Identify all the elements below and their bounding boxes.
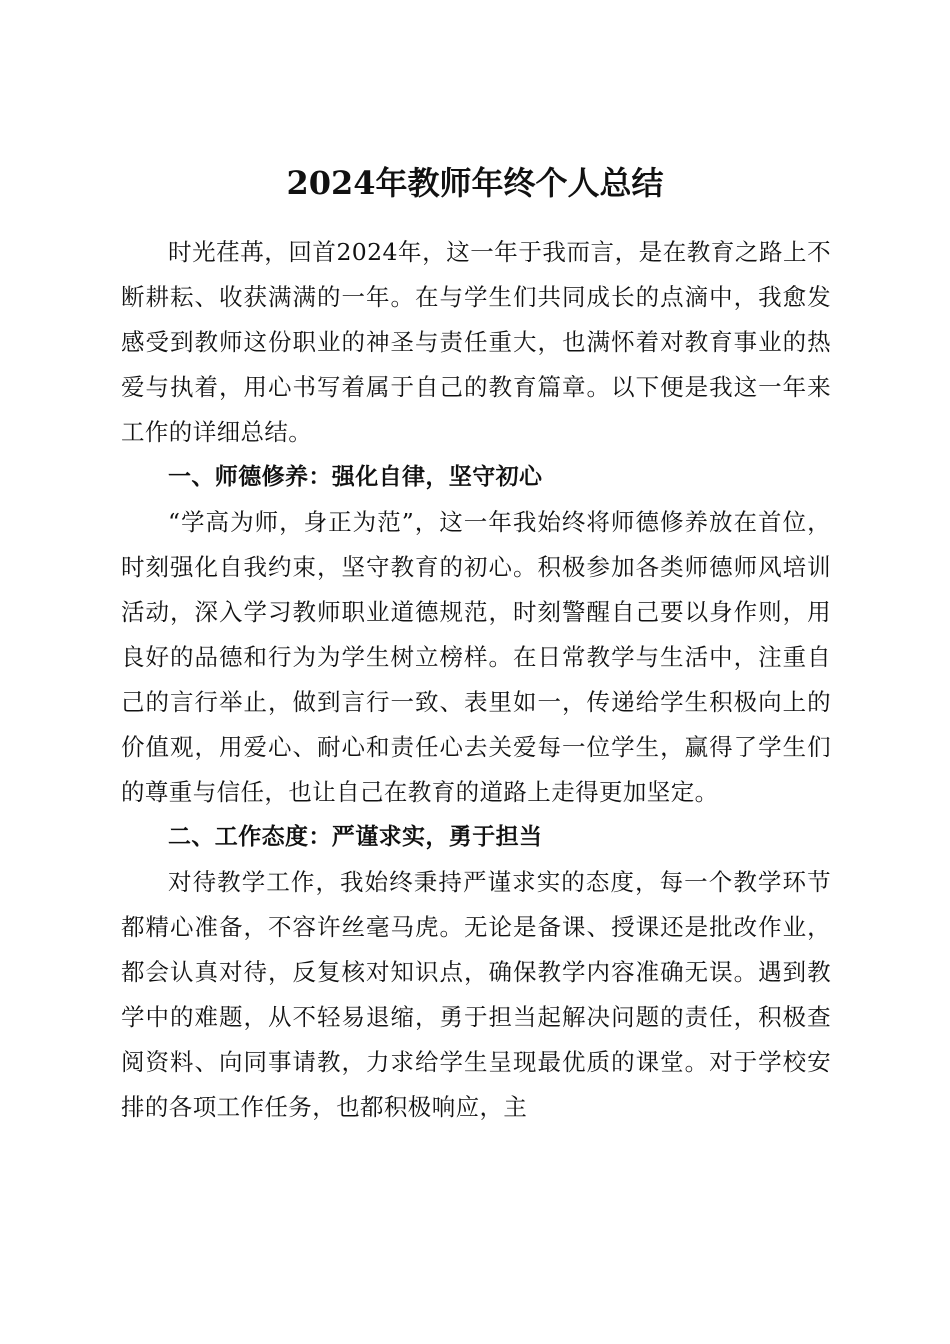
section-heading: 一、师德修养：强化自律，坚守初心	[168, 464, 543, 490]
section-heading: 二、工作态度：严谨求实，勇于担当	[168, 824, 543, 850]
section-paragraph: 对待教学工作，我始终秉持严谨求实的态度，每一个教学环节都精心准备，不容许丝毫马虎。无论是备课、授课还是批改作业，都会认真对待，反复核对知识点，确保教学内容准确无误。遇到教学中的难题，从不轻易退缩，勇于担当起解决问题的责任，积极查阅资料、向同事请教，力求给学生呈现最优质的课堂。对于学校安排的各项工作任务，也都积极响应，主	[121, 868, 831, 1121]
section-paragraph: “学高为师，身正为范”，这一年我始终将师德修养放在首位，时刻强化自我约束，坚守教育的初心。积极参加各类师德师风培训活动，深入学习教师职业道德规范，时刻警醒自己要以身作则，用良好的品德和行为为学生树立榜样。在日常教学与生活中，注重自己的言行举止，做到言行一致、表里如一，传递给学生积极向上的价值观，用爱心、耐心和责任心去关爱每一位学生，赢得了学生们的尊重与信任，也让自己在教育的道路上走得更加坚定。	[121, 508, 831, 806]
intro-paragraph: 时光荏苒，回首2024年，这一年于我而言，是在教育之路上不断耕耘、收获满满的一年。在与学生们共同成长的点滴中，我愈发感受到教师这份职业的神圣与责任重大，也满怀着对教育事业的热爱与执着，用心书写着属于自己的教育篇章。以下便是我这一年来工作的详细总结。	[121, 238, 831, 446]
document-title: 2024年教师年终个人总结	[286, 164, 664, 203]
document-body	[121, 230, 831, 1130]
